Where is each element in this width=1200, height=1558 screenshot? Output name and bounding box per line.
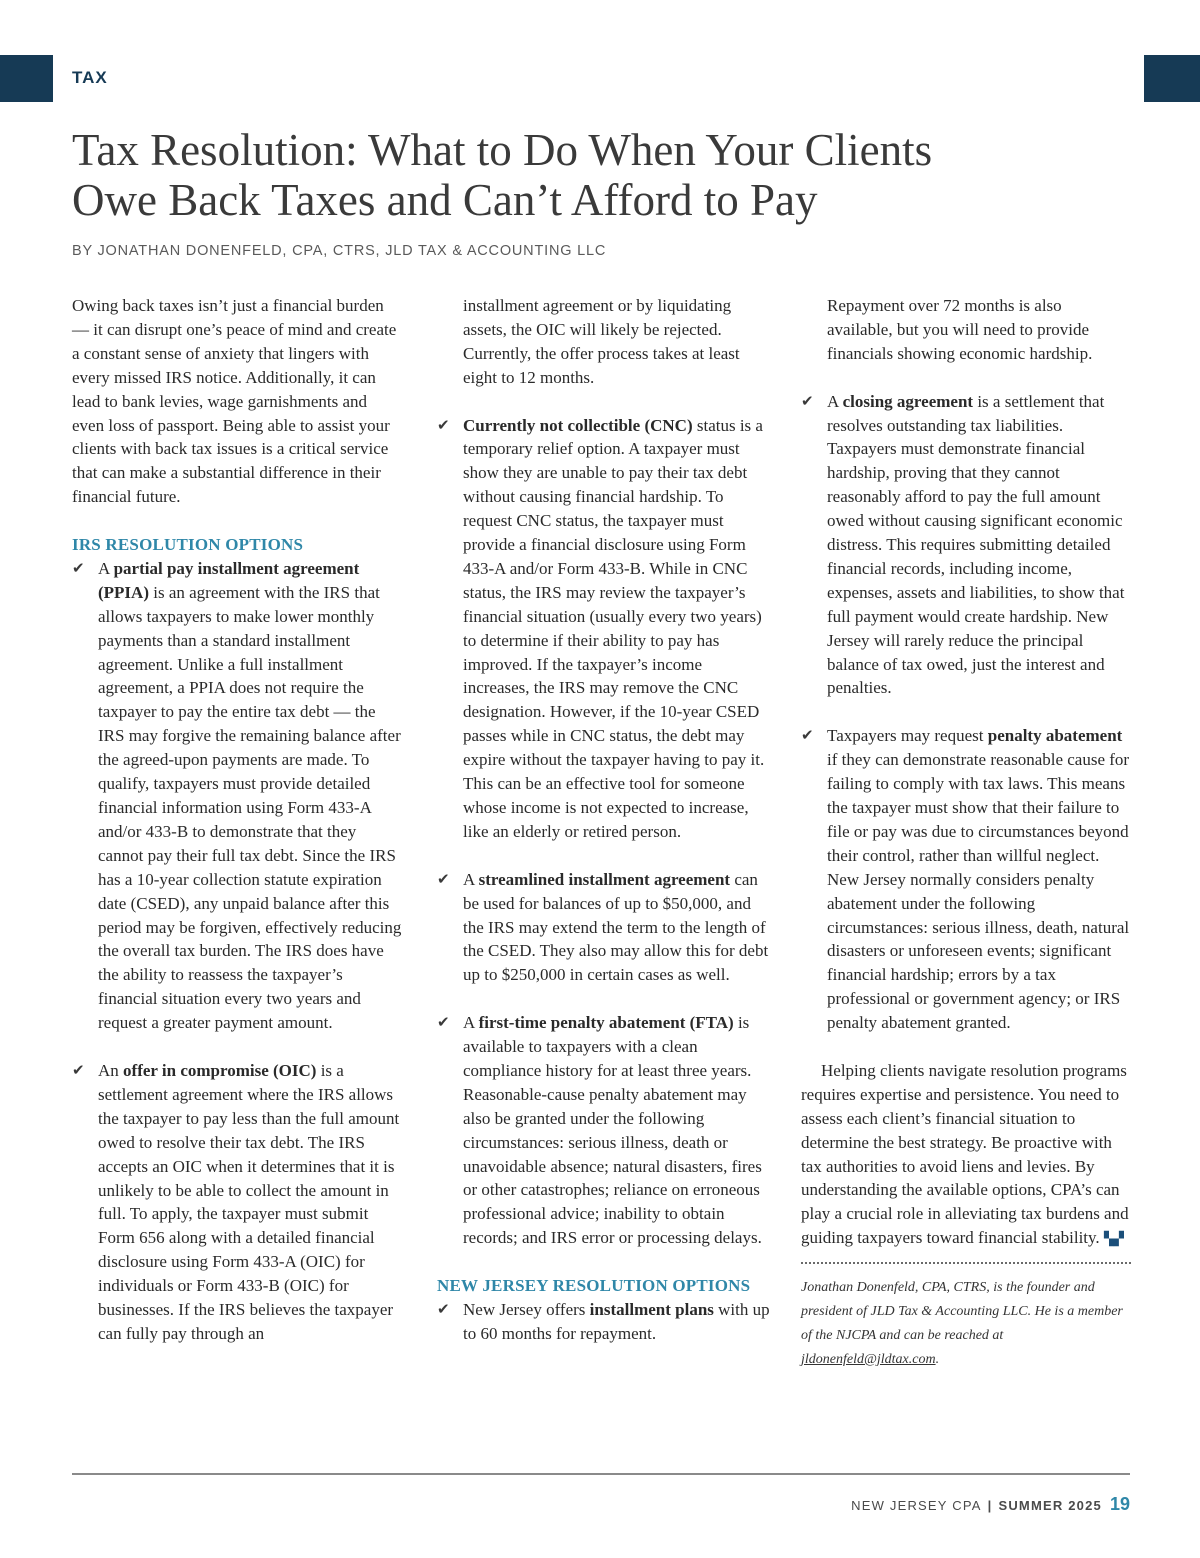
nj-installment-continued: Repayment over 72 months is also available, but you will need to provide financials showing economic hardship. bbox=[827, 296, 1093, 363]
checkmark-icon: ✔ bbox=[801, 726, 814, 745]
streamlined-bullet bbox=[437, 868, 772, 988]
article-title bbox=[72, 125, 1132, 225]
bio-end: . bbox=[935, 1351, 940, 1367]
streamlined-text: can be used for balances of up to $50,000, and the IRS may extend the term to the length of the CSED. They also may allow this for debt up to $250,000 in certain cases as well. bbox=[463, 869, 769, 985]
oic-term: offer in compromise (OIC) bbox=[123, 1060, 317, 1080]
penalty-term: penalty abatement bbox=[987, 726, 1123, 746]
fta-term: first-time penalty abatement (FTA) bbox=[478, 1013, 734, 1033]
ppia-pre: A bbox=[98, 558, 114, 578]
irs-resolution-heading: IRS RESOLUTION OPTIONS bbox=[72, 535, 304, 555]
checkmark-icon: ✔ bbox=[437, 415, 450, 434]
title-line-2: Owe Back Taxes and Can’t Afford to Pay bbox=[72, 175, 818, 225]
footer-separator: | bbox=[987, 1498, 993, 1513]
nj-installment-term: installment plans bbox=[589, 1300, 714, 1319]
fta-text: is available to taxpayers with a clean compliance history for at least three years. Reasonable-cause penalty abatement may also be granted under the following circumstances: serious illness, death or unavoidable absence; natural disasters, fires or other catastrophes; reliance on erroneous professional advice; inability to obtain records; and IRS error or processing delays. bbox=[463, 1013, 762, 1248]
nj-installment-text: with up to 60 months for repayment. bbox=[463, 1300, 770, 1343]
streamlined-term: streamlined installment agreement bbox=[478, 869, 731, 889]
oic-bullet bbox=[72, 1059, 402, 1346]
checkmark-icon: ✔ bbox=[437, 869, 450, 888]
oic-continued: installment agreement or by liquidating assets, the OIC will likely be rejected. Currently, the offer process takes at least eight to 12 months. bbox=[463, 296, 740, 387]
page-number: 19 bbox=[1109, 1494, 1130, 1514]
fta-bullet bbox=[437, 1011, 772, 1250]
nj-installment-pre: New Jersey offers bbox=[463, 1300, 590, 1319]
ppia-bullet bbox=[72, 557, 402, 1035]
author-bio bbox=[801, 1276, 1131, 1372]
checkmark-icon: ✔ bbox=[72, 1060, 85, 1079]
checkmark-icon: ✔ bbox=[72, 558, 85, 577]
nj-installment-bullet bbox=[437, 1298, 772, 1346]
section-label: TAX bbox=[72, 68, 108, 87]
conclusion-paragraph bbox=[801, 1059, 1131, 1252]
title-line-1: Tax Resolution: What to Do When Your Clients bbox=[72, 125, 933, 175]
footer-publication: NEW JERSEY CPA bbox=[851, 1498, 982, 1513]
closing-pre: A bbox=[827, 391, 843, 411]
column-1 bbox=[72, 294, 402, 1346]
oic-text: is a settlement agreement where the IRS allows the taxpayer to pay less than the full amount owed to resolve their tax debt. The IRS accepts an OIC when it determines that it is unlikely to be able to collect the amount in full. To apply, the taxpayer must submit Form 656 along with a detailed financial disclosure using Form 433-A (OIC) for individuals or Form 433-B (OIC) for businesses. If the IRS believes the taxpayer can fully pay through an bbox=[98, 1060, 400, 1343]
oic-pre: An bbox=[98, 1060, 124, 1080]
penalty-text: if they can demonstrate reasonable cause for failing to comply with tax laws. This means the taxpayer must show that their failure to file or pay was due to circumstances beyond their control, rather than willful neglect. New Jersey normally considers penalty abatement under the following circumstances: serious illness, death, natural disasters or unforeseen events; significant financial hardship; errors by a tax professional or government agency; or IRS penalty abatement granted. bbox=[827, 750, 1130, 1033]
column-3 bbox=[801, 294, 1131, 1372]
cnc-bullet bbox=[437, 414, 772, 844]
byline: BY JONATHAN DONENFELD, CPA, CTRS, JLD TAX & ACCOUNTING LLC bbox=[72, 243, 607, 259]
footer-issue: SUMMER 2025 bbox=[998, 1498, 1102, 1513]
ppia-term: partial pay installment agreement (PPIA) bbox=[98, 558, 360, 602]
checkmark-icon: ✔ bbox=[437, 1013, 450, 1032]
checkmark-icon: ✔ bbox=[437, 1300, 450, 1318]
ppia-text: is an agreement with the IRS that allows taxpayers to make lower monthly payments than a standard installment agreement. Unlike a full installment agreement, a PPIA does not require the taxpayer to pay the entire tax debt — the IRS may forgive the remaining balance after the agreed-upon payments are made. To qualify, taxpayers must provide detailed financial information using Form 433-A and/or 433-B to demonstrate that they cannot pay their full tax debt. Since the IRS has a 10-year collection statute expiration date (CSED), any unpaid balance after this period may be forgiven, effectively reducing the overall tax burden. The IRS does have the ability to reassess the taxpayer’s financial situation every two years and request a greater payment amount. bbox=[98, 582, 402, 1033]
conclusion-text: Helping clients navigate resolution programs requires expertise and persistence. You need to assess each client’s financial situation to determine the best strategy. Be proactive with tax authorities to avoid liens and levies. By understanding the available options, CPA’s can play a crucial role in alleviating tax burdens and guiding taxpayers toward financial stability. bbox=[801, 1060, 1129, 1248]
end-mark-icon: ▚▞ bbox=[1103, 1232, 1124, 1248]
nj-resolution-heading: NEW JERSEY RESOLUTION OPTIONS bbox=[437, 1276, 751, 1296]
cnc-text: status is a temporary relief option. A taxpayer must show they are unable to pay their tax debt without causing financial hardship. To request CNC status, the taxpayer must provide a financial disclosure using Form 433-A and/or Form 433-B. While in CNC status, the IRS may review the taxpayer’s financial situation (usually every two years) to determine if their ability to pay has improved. If the taxpayer’s income increases, the IRS may remove the CNC designation. However, if the 10-year CSED passes while in CNC status, the debt may expire without the taxpayer having to pay it. This can be an effective tool for someone whose income is not expected to increase, like an elderly or retired person. bbox=[463, 415, 765, 841]
column-2 bbox=[437, 294, 772, 1346]
cnc-term: Currently not collectible (CNC) bbox=[463, 415, 693, 435]
closing-agreement-bullet bbox=[801, 390, 1131, 701]
author-email-link[interactable]: jldonenfeld@jldtax.com bbox=[801, 1351, 936, 1367]
streamlined-pre: A bbox=[463, 869, 479, 889]
closing-term: closing agreement bbox=[842, 391, 974, 411]
section-tab-right bbox=[1144, 55, 1200, 102]
footer-rule bbox=[72, 1473, 1130, 1475]
bio-divider bbox=[801, 1262, 1131, 1264]
checkmark-icon: ✔ bbox=[801, 391, 814, 410]
section-tab-left bbox=[0, 55, 53, 102]
penalty-pre: Taxpayers may request bbox=[827, 726, 988, 746]
fta-pre: A bbox=[463, 1013, 479, 1033]
closing-text: is a settlement that resolves outstanding tax liabilities. Taxpayers must demonstrate financial hardship, proving that they cannot reasonably afford to pay the full amount owed without causing significant economic distress. This requires submitting detailed financial records, including income, expenses, assets and liabilities, to show that full payment would create hardship. New Jersey will rarely reduce the principal balance of tax owed, just the interest and penalties. bbox=[827, 391, 1125, 698]
bio-text: Jonathan Donenfeld, CPA, CTRS, is the founder and president of JLD Tax & Accounting LLC. He is a member of the NJCPA and can be reached at bbox=[801, 1280, 1123, 1344]
intro-paragraph: Owing back taxes isn’t just a financial burden — it can disrupt one’s peace of mind and create a constant sense of anxiety that lingers with every missed IRS notice. Additionally, it can lead to bank levies, wage garnishments and even loss of passport. Being able to assist your clients with back tax issues is a critical service that can make a substantial difference in their financial future. bbox=[72, 296, 397, 507]
page-footer bbox=[851, 1494, 1130, 1515]
penalty-abatement-bullet bbox=[801, 724, 1131, 1035]
